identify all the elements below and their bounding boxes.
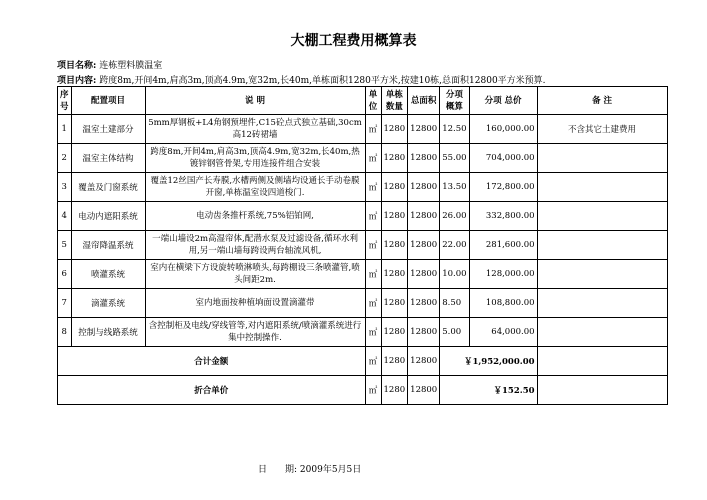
cell-area: 12800 xyxy=(408,173,440,202)
cell-total: 172,800.00 xyxy=(469,173,537,202)
project-content: 跨度8m,开间4m,肩高3m,顶高4.9m,宽32m,长40m,单栋面积1280平方米,按建10栋,总面积12800平方米预算. xyxy=(99,76,546,86)
table-row xyxy=(58,202,668,231)
cell-unit-price: 8.50 xyxy=(440,289,469,318)
cell-item: 电动内遮阳系统 xyxy=(71,202,145,231)
cell-unit-price: 55.00 xyxy=(440,144,469,173)
cell-desc: 室内在横梁下方设旋转喷淋喷头,每跨棚设三条喷灌管,喷头间距2m. xyxy=(145,260,365,289)
project-content-line xyxy=(57,73,546,86)
header-unit: 单位 xyxy=(365,87,381,115)
sum-note xyxy=(537,347,667,376)
date-line xyxy=(258,462,361,475)
cost-table xyxy=(57,86,668,405)
cell-index: 1 xyxy=(58,115,72,144)
cell-unit: ㎡ xyxy=(365,289,381,318)
avg-note xyxy=(537,376,667,405)
cell-desc: 电动齿条推杆系统,75%铝铂网, xyxy=(145,202,365,231)
cell-qty: 1280 xyxy=(381,144,408,173)
cell-area: 12800 xyxy=(408,260,440,289)
cell-index: 6 xyxy=(58,260,72,289)
cell-note xyxy=(537,202,667,231)
project-content-label: 项目内容: xyxy=(57,76,97,86)
table-row xyxy=(58,260,668,289)
cell-total: 160,000.00 xyxy=(469,115,537,144)
header-unit-price: 分项概算 xyxy=(440,87,469,115)
cell-desc: 5mm厚钢板+L4角钢预埋件,C15砼点式独立基础,30cm高12砖裙墙 xyxy=(145,115,365,144)
sum-value: ￥1,952,000.00 xyxy=(440,347,537,376)
cell-area: 12800 xyxy=(408,202,440,231)
avg-unit: ㎡ xyxy=(365,376,381,405)
cell-unit-price: 12.50 xyxy=(440,115,469,144)
sum-area: 12800 xyxy=(408,347,440,376)
cell-total: 332,800.00 xyxy=(469,202,537,231)
table-row xyxy=(58,318,668,347)
avg-area: 12800 xyxy=(408,376,440,405)
cell-index: 2 xyxy=(58,144,72,173)
cell-index: 8 xyxy=(58,318,72,347)
cell-unit: ㎡ xyxy=(365,260,381,289)
cell-index: 4 xyxy=(58,202,72,231)
cell-area: 12800 xyxy=(408,318,440,347)
date-label: 日 期: xyxy=(258,465,298,475)
cell-area: 12800 xyxy=(408,115,440,144)
cell-qty: 1280 xyxy=(381,173,408,202)
cell-note xyxy=(537,289,667,318)
cell-total: 281,600.00 xyxy=(469,231,537,260)
cell-item: 喷灌系统 xyxy=(71,260,145,289)
cell-unit-price: 22.00 xyxy=(440,231,469,260)
sum-qty: 1280 xyxy=(381,347,408,376)
sum-unit: ㎡ xyxy=(365,347,381,376)
avg-qty: 1280 xyxy=(381,376,408,405)
cell-unit: ㎡ xyxy=(365,318,381,347)
cell-qty: 1280 xyxy=(381,231,408,260)
avg-value: ￥152.50 xyxy=(440,376,537,405)
cell-area: 12800 xyxy=(408,144,440,173)
page-title: 大棚工程费用概算表 xyxy=(290,33,417,49)
cell-note xyxy=(537,318,667,347)
cell-item: 覆盖及门窗系统 xyxy=(71,173,145,202)
table-row xyxy=(58,115,668,144)
cell-unit: ㎡ xyxy=(365,144,381,173)
cell-unit: ㎡ xyxy=(365,115,381,144)
header-area: 总面积 xyxy=(408,87,440,115)
cell-qty: 1280 xyxy=(381,260,408,289)
table-row xyxy=(58,144,668,173)
cell-qty: 1280 xyxy=(381,289,408,318)
cell-unit-price: 26.00 xyxy=(440,202,469,231)
cell-note xyxy=(537,231,667,260)
cell-unit-price: 5.00 xyxy=(440,318,469,347)
cell-index: 5 xyxy=(58,231,72,260)
cell-area: 12800 xyxy=(408,289,440,318)
cell-item: 温室主体结构 xyxy=(71,144,145,173)
cell-note xyxy=(537,144,667,173)
project-name: 连栋塑料膜温室 xyxy=(99,61,163,71)
header-total: 分项 总价 xyxy=(469,87,537,115)
cell-desc: 跨度8m,开间4m,肩高3m,顶高4.9m,宽32m,长40m,热镀锌钢管骨架,专用连接件组合安装 xyxy=(145,144,365,173)
table-row xyxy=(58,173,668,202)
cell-area: 12800 xyxy=(408,231,440,260)
cell-item: 滴灌系统 xyxy=(71,289,145,318)
cell-unit-price: 10.00 xyxy=(440,260,469,289)
cell-qty: 1280 xyxy=(381,115,408,144)
sum-label: 合计金额 xyxy=(58,347,366,376)
project-name-line xyxy=(57,58,162,71)
avg-row xyxy=(58,376,668,405)
cell-qty: 1280 xyxy=(381,318,408,347)
cell-note: 不含其它土建费用 xyxy=(537,115,667,144)
cell-note xyxy=(537,260,667,289)
cell-total: 128,000.00 xyxy=(469,260,537,289)
header-qty: 单栋数量 xyxy=(381,87,408,115)
date-value: 2009年5月5日 xyxy=(299,465,362,475)
cell-qty: 1280 xyxy=(381,202,408,231)
cell-item: 温室土建部分 xyxy=(71,115,145,144)
sum-row xyxy=(58,347,668,376)
cell-total: 108,800.00 xyxy=(469,289,537,318)
cell-index: 3 xyxy=(58,173,72,202)
cell-total: 704,000.00 xyxy=(469,144,537,173)
cell-total: 64,000.00 xyxy=(469,318,537,347)
cell-unit: ㎡ xyxy=(365,173,381,202)
cell-unit-price: 13.50 xyxy=(440,173,469,202)
cell-item: 控制与线路系统 xyxy=(71,318,145,347)
table-row xyxy=(58,289,668,318)
cell-unit: ㎡ xyxy=(365,231,381,260)
header-item: 配置项目 xyxy=(71,87,145,115)
cell-unit: ㎡ xyxy=(365,202,381,231)
avg-label: 折合单价 xyxy=(58,376,366,405)
header-index: 序号 xyxy=(58,87,72,115)
cell-item: 湿帘降温系统 xyxy=(71,231,145,260)
table-row xyxy=(58,231,668,260)
cell-desc: 含控制柜及电线/穿线管等,对内遮阳系统/喷滴灌系统进行集中控制操作. xyxy=(145,318,365,347)
cell-index: 7 xyxy=(58,289,72,318)
cell-desc: 覆盖12丝国产长寿膜,水槽两侧及侧墙均设通长手动卷膜开窗,单栋温室设四道梭门. xyxy=(145,173,365,202)
header-desc: 说 明 xyxy=(145,87,365,115)
cell-note xyxy=(537,173,667,202)
project-name-label: 项目名称: xyxy=(57,61,97,71)
header-row xyxy=(58,87,668,115)
cell-desc: 一端山墙设2m高湿帘体,配潜水泵及过滤设备,循环水利用,另一端山墙每跨设两台轴流风机, xyxy=(145,231,365,260)
cell-desc: 室内地面按种植垧面设置滴灌带 xyxy=(145,289,365,318)
header-note: 备 注 xyxy=(537,87,667,115)
